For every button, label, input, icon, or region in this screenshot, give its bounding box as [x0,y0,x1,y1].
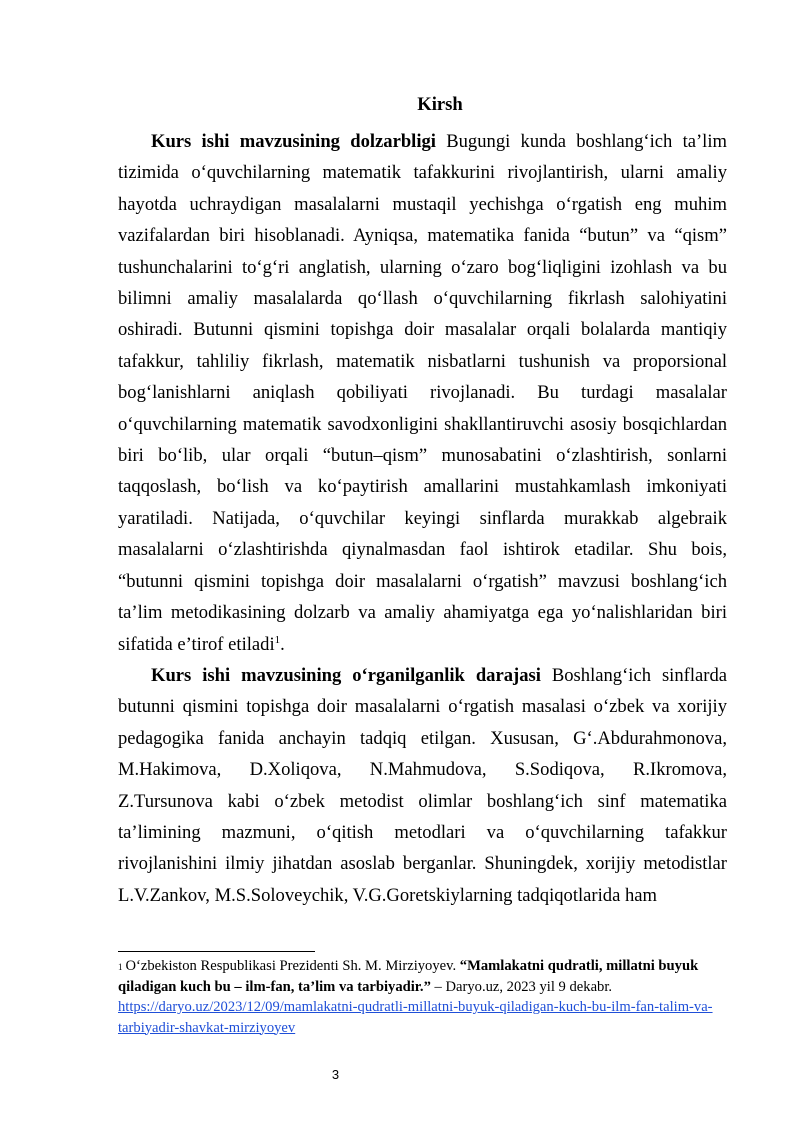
footnote-title: “Mamlakatni qudratli, millatni buyuk qiladigan kuch bu – ilm-fan, ta’lim va tarbiyadir.” [118,958,699,995]
footnote-link[interactable]: https://daryo.uz/2023/12/09/mamlakatni-qudratli-millatni-buyuk-qiladigan-kuch-bu-ilm-fan-talim-va-tarbiyadir-shavkat-mirziyoyev [118,999,713,1036]
paragraph-text: Bugungi kunda boshlang‘ich ta’lim tizimida o‘quvchilarning matematik tafakkurini rivojlantirish, ularni amaliy hayotda uchraydigan masalalarni mustaqil yechishga o‘rgatish eng muhim vazifalardan biri hisoblanadi. Ayniqsa, matematika fanida “butun” va “qism” tushunchalarini to‘g‘ri anglatish, ularning o‘zaro bog‘liqligini izohlash va bu bilimni amaliy masalalarda qo‘llash o‘quvchilarning fikrlash salohiyatini oshiradi. Butunni qismini topishga doir masalalar orqali bolalarda mantiqiy tafakkur, tahliliy fikrlash, matematik nisbatlarni tushunish va proporsional bog‘lanishlarni aniqlash qobiliyati rivojlanadi. Bu turdagi masalalar o‘quvchilarning matematik savodxonligini shakllantiruvchi asosiy bosqichlardan biri bo‘lib, ular orqali “butun–qism” munosabatini o‘zlashtirish, sonlarni taqqoslash, bo‘lish va ko‘paytirish amallarini mustahkamlash imkoniyati yaratiladi. Natijada, o‘quvchilar keyingi sinflarda murakkab algebraik masalalarni o‘zlashtirishda qiynalmasdan faol ishtirok etadilar. Shu bois, “butunni qismini topishga doir masalalarni o‘rgatish” mavzusi boshlang‘ich ta’lim metodikasining dolzarb va amaliy ahamiyatga ega yo‘nalishlaridan biri sifatida e’tirof etiladi [118,131,727,655]
paragraph-lead: Kurs ishi mavzusining dolzarbligi [151,131,436,152]
section-heading: Kirsh [417,94,463,115]
paragraph-end: . [280,633,285,655]
footnote-intro: O‘zbekiston Respublikasi Prezidenti Sh. M. Mirziyoyev. [125,958,457,974]
footnote-source: – Daryo.uz, 2023 yil 9 dekabr. [434,978,613,995]
body-text [118,126,727,911]
paragraph-study-level [118,660,727,911]
paragraph-lead: Kurs ishi mavzusining o‘rganilganlik darajasi [151,664,541,686]
footnote [118,956,730,1038]
footnote-reference[interactable]: 1 [274,633,281,646]
paragraph-relevance [118,126,727,660]
footnote-separator [118,951,315,952]
page-number: 3 [331,1067,340,1082]
paragraph-text: Boshlang‘ich sinflarda butunni qismini topishga doir masalalarni o‘rgatish masalasi o‘zbek va xorijiy pedagogika fanida anchayin tadqiq etilgan. Xususan, G‘.Abdurahmonova, M.Hakimova, D.Xoliqova, N.Mahmudova, S.Sodiqova, R.Ikromova, Z.Tursunova kabi o‘zbek metodist olimlar boshlang‘ich sinf matematika ta’limining mazmuni, o‘qitish metodlari va o‘quvchilarning tafakkur rivojlanishini ilmiy jihatdan asoslab berganlar. Shuningdek, xorijiy metodistlar L.V.Zankov, M.S.Soloveychik, V.G.Goretskiylarning tadqiqotlarida ham [118,664,727,906]
footnote-mark: 1 [118,962,123,972]
